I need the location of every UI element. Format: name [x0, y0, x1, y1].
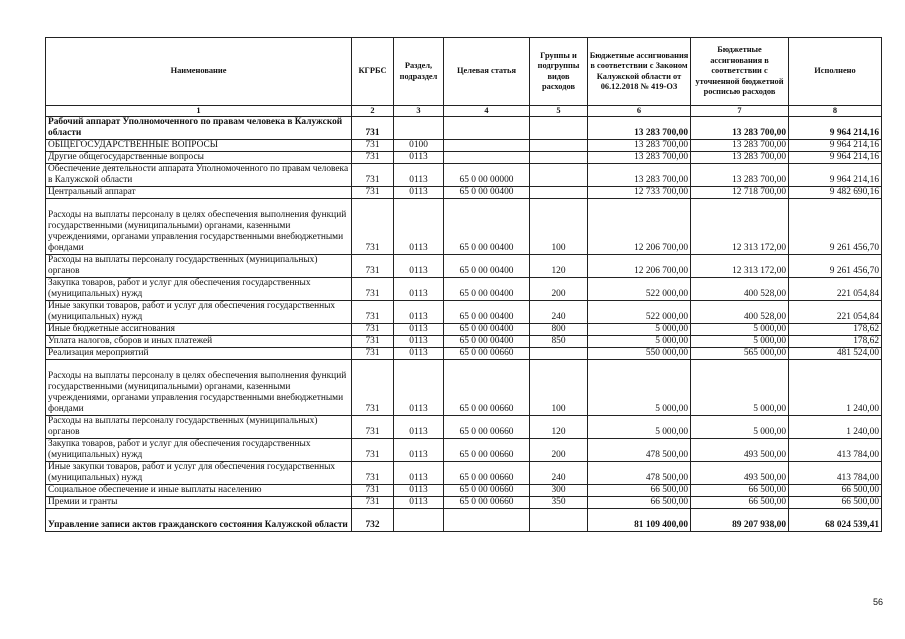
cell-budget-law: 81 109 400,00: [588, 509, 691, 532]
cell-executed: 9 261 456,70: [789, 255, 882, 278]
cell-name: Социальное обеспечение и иные выплаты населению: [46, 485, 352, 497]
cell-budget-law: 550 000,00: [588, 348, 691, 360]
cell-name: Расходы на выплаты персоналу в целях обеспечения выполнения функций государственными (муниципальными) органами, казенными учреждениями, органами управления государственными внебюджетными фондами: [46, 360, 352, 416]
budget-table: [45, 37, 882, 532]
cell-budget-refined: 5 000,00: [691, 360, 789, 416]
cell-target: 65 0 00 00400: [444, 199, 530, 255]
table-row: [46, 462, 882, 485]
budget-table-sheet: [45, 37, 881, 532]
cell-budget-refined: 400 528,00: [691, 301, 789, 324]
header-executed: Исполнено: [789, 38, 882, 106]
cell-target: 65 0 00 00400: [444, 255, 530, 278]
table-row: [46, 360, 882, 416]
cell-kgrbs: 731: [352, 117, 394, 140]
cell-name: Премии и гранты: [46, 497, 352, 509]
table-row: [46, 416, 882, 439]
cell-budget-law: 12 206 700,00: [588, 199, 691, 255]
header-kgrbs: КГРБС: [352, 38, 394, 106]
cell-kgrbs: 731: [352, 324, 394, 336]
col-number: 7: [691, 106, 789, 117]
col-number: 3: [394, 106, 444, 117]
cell-target: 65 0 00 00660: [444, 348, 530, 360]
cell-kgrbs: 731: [352, 360, 394, 416]
cell-group: 800: [530, 324, 588, 336]
cell-kgrbs: 731: [352, 301, 394, 324]
header-groups: Группы и подгруппы видов расходов: [530, 38, 588, 106]
cell-budget-law: 478 500,00: [588, 462, 691, 485]
cell-section: 0113: [394, 497, 444, 509]
cell-section: 0100: [394, 140, 444, 152]
cell-budget-law: 13 283 700,00: [588, 140, 691, 152]
cell-group: [530, 117, 588, 140]
cell-group: [530, 509, 588, 532]
cell-kgrbs: 731: [352, 462, 394, 485]
cell-section: 0113: [394, 360, 444, 416]
cell-group: 100: [530, 199, 588, 255]
table-row: [46, 439, 882, 462]
col-number: 2: [352, 106, 394, 117]
cell-budget-refined: 89 207 938,00: [691, 509, 789, 532]
cell-kgrbs: 731: [352, 152, 394, 164]
table-row: [46, 152, 882, 164]
cell-group: [530, 164, 588, 187]
cell-section: 0113: [394, 187, 444, 199]
cell-executed: 68 024 539,41: [789, 509, 882, 532]
cell-kgrbs: 731: [352, 485, 394, 497]
cell-executed: 66 500,00: [789, 497, 882, 509]
cell-group: [530, 140, 588, 152]
cell-target: 65 0 00 00660: [444, 360, 530, 416]
cell-executed: 9 261 456,70: [789, 199, 882, 255]
cell-executed: 9 964 214,16: [789, 152, 882, 164]
cell-budget-refined: 5 000,00: [691, 416, 789, 439]
cell-target: 65 0 00 00400: [444, 324, 530, 336]
cell-target: 65 0 00 00660: [444, 497, 530, 509]
cell-target: 65 0 00 00400: [444, 278, 530, 301]
cell-kgrbs: 731: [352, 439, 394, 462]
table-row: [46, 164, 882, 187]
cell-budget-refined: 13 283 700,00: [691, 152, 789, 164]
cell-section: 0113: [394, 301, 444, 324]
cell-section: 0113: [394, 485, 444, 497]
cell-group: [530, 187, 588, 199]
cell-name: Закупка товаров, работ и услуг для обеспечения государственных (муниципальных) нужд: [46, 439, 352, 462]
cell-name: Реализация мероприятий: [46, 348, 352, 360]
cell-kgrbs: 731: [352, 187, 394, 199]
cell-group: 850: [530, 336, 588, 348]
cell-section: 0113: [394, 255, 444, 278]
cell-name: Закупка товаров, работ и услуг для обеспечения государственных (муниципальных) нужд: [46, 278, 352, 301]
cell-group: 300: [530, 485, 588, 497]
cell-executed: 481 524,00: [789, 348, 882, 360]
cell-target: 65 0 00 00000: [444, 164, 530, 187]
cell-section: [394, 509, 444, 532]
column-number-row: [46, 106, 882, 117]
cell-executed: 221 054,84: [789, 278, 882, 301]
cell-target: 65 0 00 00660: [444, 485, 530, 497]
cell-budget-law: 66 500,00: [588, 485, 691, 497]
cell-kgrbs: 731: [352, 348, 394, 360]
cell-section: 0113: [394, 336, 444, 348]
cell-budget-refined: 5 000,00: [691, 324, 789, 336]
cell-kgrbs: 731: [352, 497, 394, 509]
cell-kgrbs: 731: [352, 164, 394, 187]
cell-section: 0113: [394, 199, 444, 255]
cell-name: Обеспечение деятельности аппарата Уполномоченного по правам человека в Калужской области: [46, 164, 352, 187]
cell-budget-refined: 493 500,00: [691, 439, 789, 462]
cell-budget-refined: 5 000,00: [691, 336, 789, 348]
cell-target: 65 0 00 00660: [444, 462, 530, 485]
table-row: [46, 255, 882, 278]
col-number: 6: [588, 106, 691, 117]
cell-budget-law: 5 000,00: [588, 324, 691, 336]
cell-executed: 413 784,00: [789, 439, 882, 462]
cell-group: 350: [530, 497, 588, 509]
cell-kgrbs: 731: [352, 255, 394, 278]
cell-name: Другие общегосударственные вопросы: [46, 152, 352, 164]
header-row: [46, 38, 882, 106]
cell-name: Центральный аппарат: [46, 187, 352, 199]
cell-budget-refined: 565 000,00: [691, 348, 789, 360]
cell-section: 0113: [394, 462, 444, 485]
cell-group: 200: [530, 278, 588, 301]
cell-name: Расходы на выплаты персоналу государственных (муниципальных) органов: [46, 416, 352, 439]
header-section: Раздел, подраздел: [394, 38, 444, 106]
cell-kgrbs: 731: [352, 416, 394, 439]
cell-budget-law: 66 500,00: [588, 497, 691, 509]
cell-target: [444, 152, 530, 164]
cell-budget-law: 5 000,00: [588, 336, 691, 348]
cell-budget-law: 13 283 700,00: [588, 164, 691, 187]
table-row: [46, 509, 882, 532]
cell-budget-refined: 12 718 700,00: [691, 187, 789, 199]
cell-budget-law: 13 283 700,00: [588, 117, 691, 140]
cell-group: 240: [530, 462, 588, 485]
cell-target: 65 0 00 00400: [444, 301, 530, 324]
cell-target: 65 0 00 00400: [444, 336, 530, 348]
cell-group: 100: [530, 360, 588, 416]
table-row: [46, 117, 882, 140]
table-row: [46, 336, 882, 348]
cell-name: Иные бюджетные ассигнования: [46, 324, 352, 336]
cell-budget-refined: 66 500,00: [691, 485, 789, 497]
cell-budget-law: 12 206 700,00: [588, 255, 691, 278]
table-body: [46, 117, 882, 532]
cell-section: 0113: [394, 152, 444, 164]
cell-name: Расходы на выплаты персоналу государственных (муниципальных) органов: [46, 255, 352, 278]
table-row: [46, 497, 882, 509]
table-row: [46, 348, 882, 360]
cell-budget-refined: 13 283 700,00: [691, 117, 789, 140]
table-row: [46, 485, 882, 497]
cell-kgrbs: 731: [352, 199, 394, 255]
col-number: 8: [789, 106, 882, 117]
cell-target: 65 0 00 00400: [444, 187, 530, 199]
cell-budget-law: 12 733 700,00: [588, 187, 691, 199]
cell-budget-law: 5 000,00: [588, 416, 691, 439]
cell-executed: 178,62: [789, 336, 882, 348]
cell-target: 65 0 00 00660: [444, 439, 530, 462]
cell-target: [444, 140, 530, 152]
cell-budget-law: 478 500,00: [588, 439, 691, 462]
cell-target: [444, 117, 530, 140]
cell-budget-law: 13 283 700,00: [588, 152, 691, 164]
cell-budget-law: 522 000,00: [588, 301, 691, 324]
header-target: Целевая статья: [444, 38, 530, 106]
cell-budget-refined: 13 283 700,00: [691, 164, 789, 187]
cell-executed: 66 500,00: [789, 485, 882, 497]
cell-kgrbs: 731: [352, 278, 394, 301]
table-row: [46, 140, 882, 152]
table-row: [46, 301, 882, 324]
table-row: [46, 324, 882, 336]
cell-budget-refined: 13 283 700,00: [691, 140, 789, 152]
cell-target: [444, 509, 530, 532]
cell-name: Расходы на выплаты персоналу в целях обеспечения выполнения функций государственными (муниципальными) органами, казенными учреждениями, органами управления государственными внебюджетными фондами: [46, 199, 352, 255]
cell-group: [530, 152, 588, 164]
table-row: [46, 199, 882, 255]
cell-group: [530, 348, 588, 360]
col-number: 1: [46, 106, 352, 117]
cell-executed: 9 964 214,16: [789, 117, 882, 140]
page-number: 56: [873, 597, 884, 607]
cell-kgrbs: 731: [352, 140, 394, 152]
cell-name: ОБЩЕГОСУДАРСТВЕННЫЕ ВОПРОСЫ: [46, 140, 352, 152]
cell-executed: 9 964 214,16: [789, 140, 882, 152]
cell-section: 0113: [394, 278, 444, 301]
cell-executed: 9 964 214,16: [789, 164, 882, 187]
cell-budget-refined: 400 528,00: [691, 278, 789, 301]
table-row: [46, 187, 882, 199]
cell-executed: 1 240,00: [789, 360, 882, 416]
cell-budget-refined: 12 313 172,00: [691, 255, 789, 278]
header-name: Наименование: [46, 38, 352, 106]
cell-section: [394, 117, 444, 140]
cell-executed: 413 784,00: [789, 462, 882, 485]
cell-executed: 9 482 690,16: [789, 187, 882, 199]
cell-budget-law: 5 000,00: [588, 360, 691, 416]
table-row: [46, 278, 882, 301]
col-number: 5: [530, 106, 588, 117]
cell-budget-law: 522 000,00: [588, 278, 691, 301]
cell-kgrbs: 732: [352, 509, 394, 532]
cell-executed: 221 054,84: [789, 301, 882, 324]
cell-group: 240: [530, 301, 588, 324]
col-number: 4: [444, 106, 530, 117]
cell-name: Рабочий аппарат Уполномоченного по правам человека в Калужской области: [46, 117, 352, 140]
cell-section: 0113: [394, 348, 444, 360]
cell-section: 0113: [394, 324, 444, 336]
cell-name: Управление записи актов гражданского состояния Калужской области: [46, 509, 352, 532]
header-budget-refined: Бюджетные ассигнования в соответствии с уточненной бюджетной росписью расходов: [691, 38, 789, 106]
cell-section: 0113: [394, 439, 444, 462]
cell-budget-refined: 493 500,00: [691, 462, 789, 485]
header-budget-law: Бюджетные ассигнования в соответствии с Законом Калужской области от 06.12.2018 № 419-ОЗ: [588, 38, 691, 106]
cell-group: 200: [530, 439, 588, 462]
cell-name: Уплата налогов, сборов и иных платежей: [46, 336, 352, 348]
cell-name: Иные закупки товаров, работ и услуг для обеспечения государственных (муниципальных) нужд: [46, 301, 352, 324]
cell-budget-refined: 66 500,00: [691, 497, 789, 509]
cell-target: 65 0 00 00660: [444, 416, 530, 439]
cell-group: 120: [530, 416, 588, 439]
cell-section: 0113: [394, 416, 444, 439]
cell-executed: 1 240,00: [789, 416, 882, 439]
cell-budget-refined: 12 313 172,00: [691, 199, 789, 255]
cell-name: Иные закупки товаров, работ и услуг для обеспечения государственных (муниципальных) нужд: [46, 462, 352, 485]
cell-group: 120: [530, 255, 588, 278]
cell-executed: 178,62: [789, 324, 882, 336]
cell-section: 0113: [394, 164, 444, 187]
cell-kgrbs: 731: [352, 336, 394, 348]
